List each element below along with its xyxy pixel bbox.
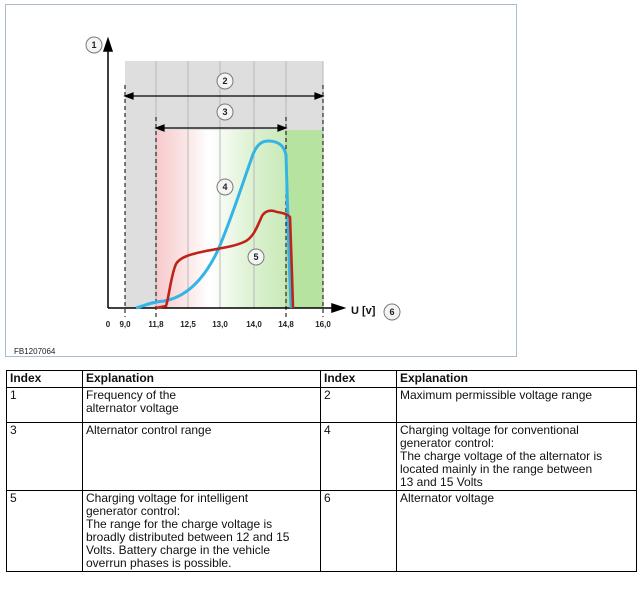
svg-text:2: 2 [222,76,228,86]
header-index: Index [321,371,397,388]
explanation-cell: Charging voltage for intelligent generator control: The range for the charge voltage is broadly distributed between 12 and 15 Volts. Battery charge in the vehicle overrun phases is possible. [83,491,321,572]
index-cell: 1 [7,388,83,423]
header-index: Index [7,371,83,388]
index-cell: 6 [321,491,397,572]
marker-5 [248,249,264,265]
svg-text:6: 6 [389,307,395,317]
marker-3 [217,104,233,120]
header-explanation: Explanation [83,371,321,388]
table-row [7,491,637,572]
header-explanation: Explanation [397,371,637,388]
x-tick-1: 9,0 [119,320,131,329]
index-cell: 4 [321,423,397,491]
legend-table [6,370,637,572]
marker-6 [384,304,400,320]
explanation-cell: Alternator voltage [397,491,637,572]
index-cell: 5 [7,491,83,572]
figure-frame [5,4,517,357]
marker-2 [217,73,233,89]
explanation-cell: Maximum permissible voltage range [397,388,637,423]
x-tick-4: 13,0 [212,320,228,329]
table-row [7,423,637,491]
svg-text:1: 1 [91,40,97,50]
svg-text:3: 3 [222,107,228,117]
index-cell: 3 [7,423,83,491]
explanation-cell: Charging voltage for conventional generator control: The charge voltage of the alternator is located mainly in the range between 13 and 15 Volts [397,423,637,491]
marker-1 [86,37,102,53]
x-tick-2: 11,8 [148,320,164,329]
explanation-cell: Frequency of the alternator voltage [83,388,321,423]
x-tick-0: 0 [105,320,111,329]
x-tick-6: 14,8 [278,320,294,329]
voltage-diagram [6,5,516,356]
explanation-cell: Alternator control range [83,423,321,491]
x-tick-3: 12,5 [180,320,196,329]
svg-text:5: 5 [253,252,259,262]
table-row [7,388,637,423]
figure-id: FB1207064 [14,347,56,356]
x-tick-labels [106,320,332,329]
index-cell: 2 [321,388,397,423]
legend-header-row [7,371,637,388]
marker-4 [217,179,233,195]
x-tick-7: 16,0 [315,320,331,329]
svg-text:4: 4 [222,182,228,192]
x-axis-label: U [v] [351,305,376,317]
x-tick-5: 14,0 [246,320,262,329]
